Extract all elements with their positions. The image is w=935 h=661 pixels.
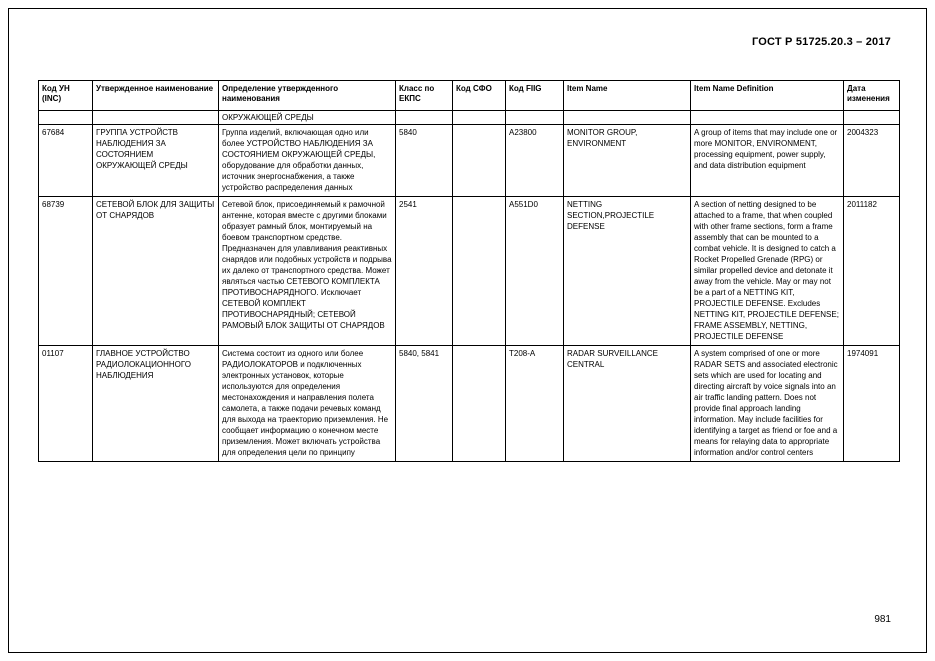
table-row [39,346,900,462]
document-title: ГОСТ Р 51725.20.3 – 2017 [751,36,891,48]
cell-sfo [453,346,506,462]
header-approved-definition: Определение утвержденного наименования [219,81,396,111]
cell-approved-name [93,111,219,125]
header-approved-name: Утвержденное наименование [93,81,219,111]
cell-ekps: 5840, 5841 [396,346,453,462]
cell-item-name-definition [691,111,844,125]
cell-item-name: NETTING SECTION,PROJECTILE DEFENSE [564,197,691,346]
cell-fiig: T208-A [506,346,564,462]
classification-table [38,80,900,462]
cell-change-date: 2004323 [844,125,900,197]
cell-approved-name: СЕТЕВОЙ БЛОК ДЛЯ ЗАЩИТЫ ОТ СНАРЯДОВ [93,197,219,346]
classification-table-container [38,80,899,462]
cell-definition: ОКРУЖАЮЩЕЙ СРЕДЫ [219,111,396,125]
cell-change-date [844,111,900,125]
cell-item-name-definition: A system comprised of one or more RADAR SETS and associated electronic sets which are used for locating and directing aircraft by voice signals into an air traffic landing pattern. Does not provide final approach landing information. May include facilities for identifying a target as friend or foe and a means for relaying data to appropriate information and/or control centers [691,346,844,462]
header-item-name: Item Name [564,81,691,111]
header-change-date: Дата изменения [844,81,900,111]
cell-sfo [453,197,506,346]
cell-approved-name: ГЛАВНОЕ УСТРОЙСТВО РАДИОЛОКАЦИОННОГО НАБЛЮДЕНИЯ [93,346,219,462]
header-item-name-definition: Item Name Definition [691,81,844,111]
cell-inc [39,111,93,125]
table-row-continuation [39,111,900,125]
cell-inc: 68739 [39,197,93,346]
cell-fiig [506,111,564,125]
cell-change-date: 1974091 [844,346,900,462]
cell-inc: 67684 [39,125,93,197]
cell-item-name-definition: A group of items that may include one or more MONITOR, ENVIRONMENT, processing equipment, power supply, and data distribution equipment [691,125,844,197]
cell-definition: Сетевой блок, присоединяемый к рамочной антенне, которая вместе с другими блоками образует рамный блок, монтируемый на боевом транспортном средстве. Предназначен для улавливания реактивных снарядов или подобных устройств и подрыва их далеко от транспортного средства. Может являться частью СЕТЕВОГО КОМПЛЕКТА ПРОТИВОСНАРЯДНОГО. Исключает СЕТЕВОЙ КОМПЛЕКТ ПРОТИВОСНАРЯДНЫЙ; СЕТЕВОЙ РАМОВЫЙ БЛОК ЗАЩИТЫ ОТ СНАРЯДОВ [219,197,396,346]
cell-inc: 01107 [39,346,93,462]
header-inc-code: Код УН (INC) [39,81,93,111]
cell-item-name [564,111,691,125]
table-header-row [39,81,900,111]
header-ekps-class: Класс по ЕКПС [396,81,453,111]
cell-item-name: MONITOR GROUP, ENVIRONMENT [564,125,691,197]
cell-change-date: 2011182 [844,197,900,346]
cell-ekps: 2541 [396,197,453,346]
cell-item-name-definition: A section of netting designed to be attached to a frame, that when coupled with other frame sections, form a frame assembly that can be mounted to a combat vehicle. It is designed to catch a Rocket Propelled Grenade (RPG) or similar propelled device and detonate it away from the vehicle. May or may not be a part of a NETTING KIT, PROJECTILE DEFENSE. Excludes NETTING KIT, PROJECTILE DEFENSE; FRAME ASSEMBLY, NETTING, PROJECTILE DEFENSE [691,197,844,346]
cell-approved-name: ГРУППА УСТРОЙСТВ НАБЛЮДЕНИЯ ЗА СОСТОЯНИЕМ ОКРУЖАЮЩЕЙ СРЕДЫ [93,125,219,197]
cell-sfo [453,111,506,125]
table-row [39,197,900,346]
page-number: 981 [874,614,891,625]
cell-item-name: RADAR SURVEILLANCE CENTRAL [564,346,691,462]
cell-sfo [453,125,506,197]
cell-fiig: A551D0 [506,197,564,346]
cell-ekps: 5840 [396,125,453,197]
header-sfo-code: Код СФО [453,81,506,111]
table-row [39,125,900,197]
cell-definition: Система состоит из одного или более РАДИОЛОКАТОРОВ и подключенных электронных установок, которые используются для определения местонахождения и направления полета самолета, а также подачи речевых команд для выхода на траекторию приземления. Не сообщает информацию о конечном месте приземления. Может включать устройства для определения цели по принципу [219,346,396,462]
cell-definition: Группа изделий, включающая одно или более УСТРОЙСТВО НАБЛЮДЕНИЯ ЗА СОСТОЯНИЕМ ОКРУЖАЮЩЕЙ СРЕДЫ, оборудование для обработки данных, источник энергоснабжения, а также устройство распределения данных [219,125,396,197]
header-fiig-code: Код FIIG [506,81,564,111]
cell-fiig: A23800 [506,125,564,197]
cell-ekps [396,111,453,125]
